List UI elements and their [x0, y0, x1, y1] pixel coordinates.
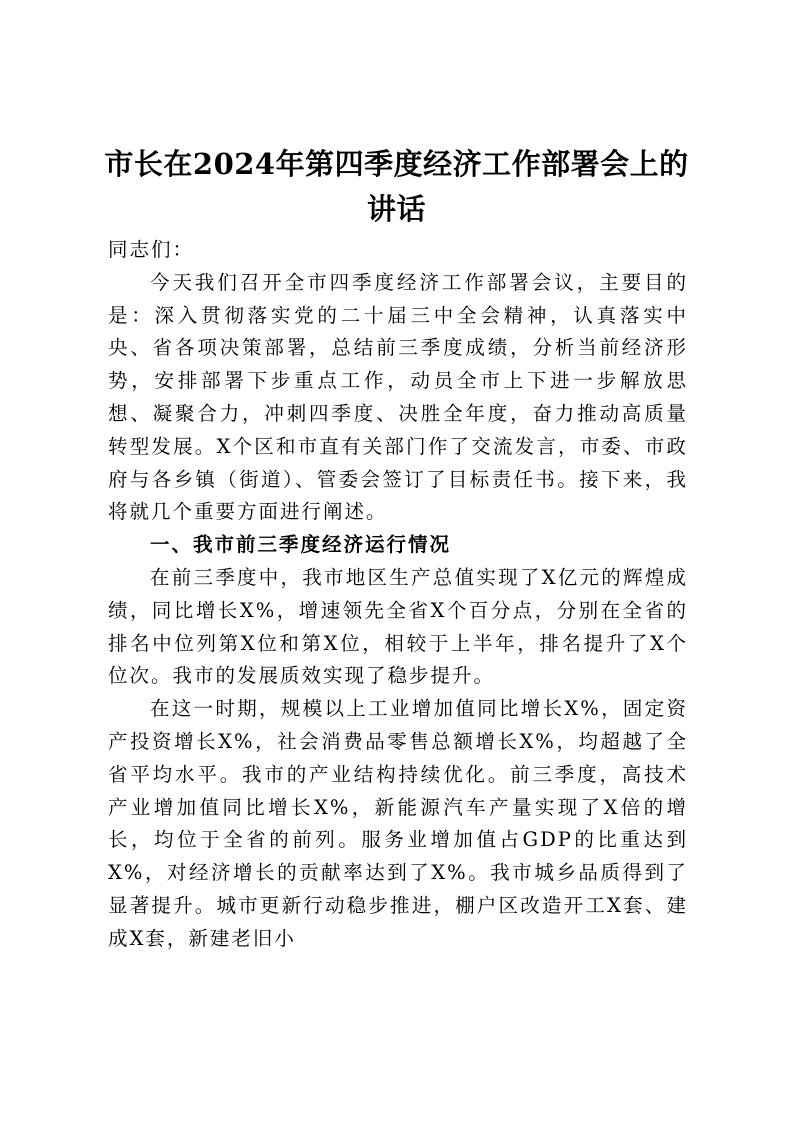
document-title — [100, 142, 693, 232]
section-heading: 一、我市前三季度经济运行情况 — [150, 533, 452, 557]
paragraph-industry: 在这一时期，规模以上工业增加值同比增长X%，固定资产投资增长X%，社会消费品零售总额增长X%，均超越了全省平均水平。我市的产业结构持续优化。前三季度，高技术产业增加值同比增长X%，新能源汽车产量实现了X倍的增长，均位于全省的前列。服务业增加值占GDP的比重达到X%，对经济增长的贡献率达到了X%。我市城乡品质得到了显著提升。城市更新行动稳步推进，棚户区改造开工X套、建成X套，新建老旧小 — [108, 697, 688, 950]
salutation: 同志们： — [108, 238, 195, 261]
title-line-2: 讲话 — [366, 192, 426, 226]
document-body — [108, 234, 688, 956]
paragraph-intro: 今天我们召开全市四季度经济工作部署会议，主要目的是：深入贯彻落实党的二十届三中全会精神，认真落实中央、省各项决策部署，总结前三季度成绩，分析当前经济形势，安排部署下步重点工作，动员全市上下进一步解放思想、凝聚合力，冲刺四季度、决胜全年度，奋力推动高质量转型发展。X个区和市直有关部门作了交流发言，市委、市政府与各乡镇（街道）、管委会签订了目标责任书。接下来，我将就几个重要方面进行阐述。 — [108, 270, 688, 524]
paragraph-gdp: 在前三季度中，我市地区生产总值实现了X亿元的辉煌成绩，同比增长X%，增速领先全省X个百分点，分别在全省的排名中位列第X位和第X位，相较于上半年，排名提升了X个位次。我市的发展质效实现了稳步提升。 — [108, 565, 688, 688]
title-line-1: 市长在2024年第四季度经济工作部署会上的 — [104, 147, 689, 181]
